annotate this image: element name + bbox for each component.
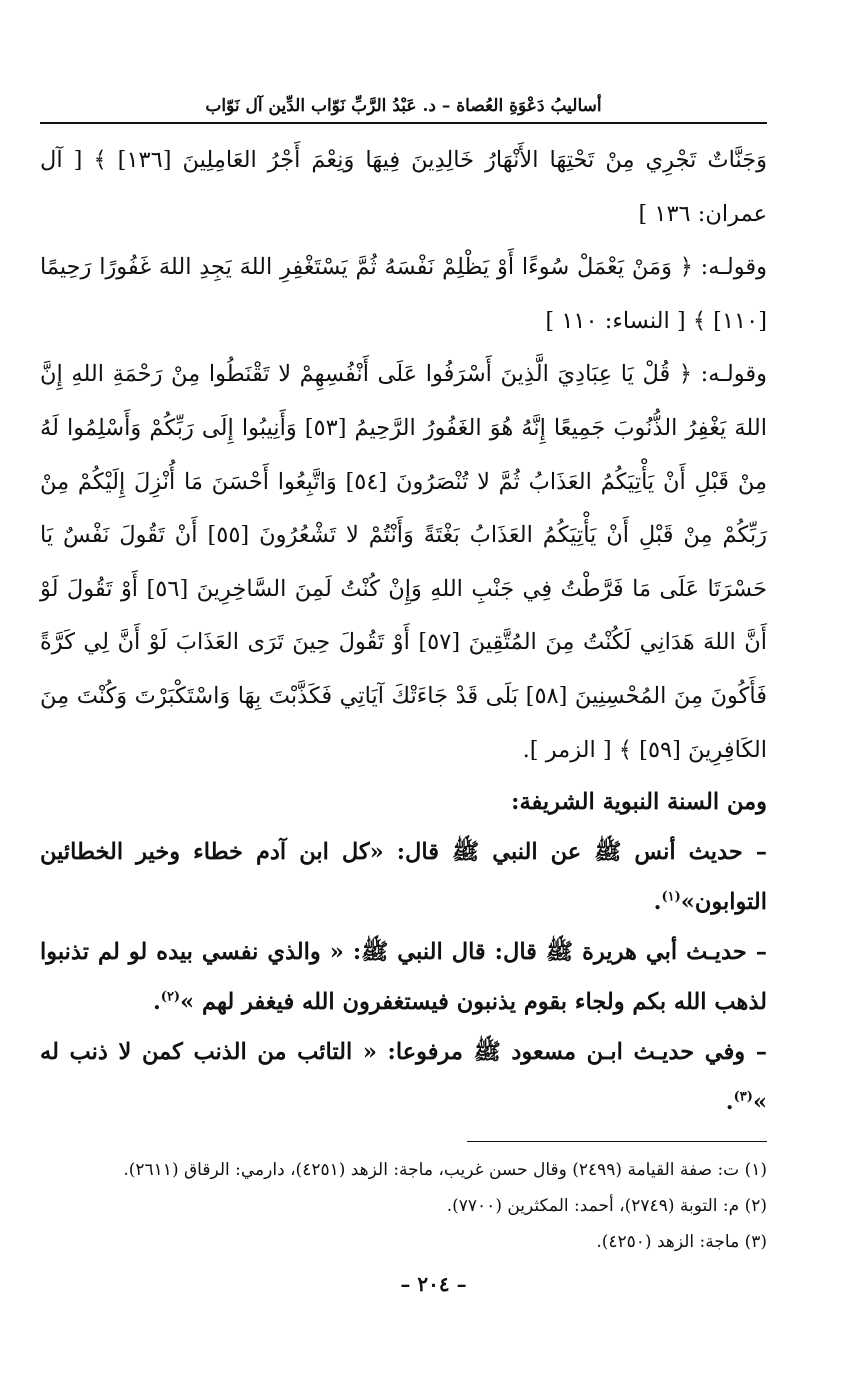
page (40, 96, 767, 1260)
footnote-2: (٢) م: التوبة (٢٧٤٩)، أحمد: المكثرين (٧٧٠٠). (446, 1196, 767, 1217)
quran-verse-al-imran: وَجَنَّاتٌ تَجْرِي مِنْ تَحْتِهَا الأَنْهَارُ خَالِدِينَ فِيهَا وَنِعْمَ أَجْرُ العَامِلِينَ [١٣٦] ﴾ [ آل عمران: ١٣٦ ] (40, 147, 767, 227)
hadith-ibn-masud (40, 1027, 767, 1127)
hadith-anas (40, 827, 767, 927)
footnote-ref-3: (٣) (733, 1089, 753, 1105)
quran-verse-az-zumar: وقولـه: ﴿ قُلْ يَا عِبَادِيَ الَّذِينَ أَسْرَفُوا عَلَى أَنْفُسِهِمْ لا تَقْنَطُوا مِنْ رَحْمَةِ اللهِ إِنَّ اللهَ يَغْفِرُ الذُّنُوبَ جَمِيعًا إِنَّهُ هُوَ الغَفُورُ الرَّحِيمُ [٥٣] وَأَنِيبُوا إِلَى رَبِّكُمْ وَأَسْلِمُوا لَهُ مِنْ قَبْلِ أَنْ يَأْتِيَكُمُ العَذَابُ ثُمَّ لا تُنْصَرُونَ [٥٤] وَاتَّبِعُوا أَحْسَنَ مَا أُنْزِلَ إِلَيْكُمْ مِنْ رَبِّكُمْ مِنْ قَبْلِ أَنْ يَأْتِيَكُمُ العَذَابُ بَغْتَةً وَأَنْتُمْ لا تَشْعُرُونَ [٥٥] أَنْ تَقُولَ نَفْسٌ يَا حَسْرَتَا عَلَى مَا فَرَّطْتُ فِي جَنْبِ اللهِ وَإِنْ كُنْتُ لَمِنَ السَّاخِرِينَ [٥٦] أَوْ تَقُولَ لَوْ أَنَّ اللهَ هَدَانِي لَكُنْتُ مِنَ المُتَّقِينَ [٥٧] أَوْ تَقُولَ حِينَ تَرَى العَذَابَ لَوْ أَنَّ لِي كَرَّةً فَأَكُونَ مِنَ المُحْسِنِينَ [٥٨] بَلَى قَدْ جَاءَتْكَ آيَاتِي فَكَذَّبْتَ بِهَا وَاسْتَكْبَرْتَ وَكُنْتَ مِنَ الكَافِرِينَ [٥٩] ﴾ [ الزمر ]. (40, 361, 768, 763)
footnote-ref-2: (٢) (160, 989, 181, 1005)
hadith-abu-hurayra-text: – حديـث أبي هريرة ﷺ قال: قال النبي ﷺ: « والذي نفسي بيده لو لم تذنبوا لذهب الله بكم ولجاء بقوم يذنبون فيستغفرون الله فيغفر لهم » (40, 939, 767, 1016)
footnote-ref-1: (١) (661, 889, 681, 905)
footnote-3: (٣) ماجة: الزهد (٤٢٥٠). (596, 1232, 767, 1253)
hadith-abu-hurayra-end: . (152, 989, 161, 1016)
footnote-divider (467, 1141, 767, 1142)
quran-verse-an-nisa: وقولـه: ﴿ وَمَنْ يَعْمَلْ سُوءًا أَوْ يَظْلِمْ نَفْسَهُ ثُمَّ يَسْتَغْفِرِ اللهَ يَجِدِ اللهَ غَفُورًا رَحِيمًا [١١٠] ﴾ [ النساء: ١١٠ ] (40, 254, 767, 334)
hadith-abu-hurayra (40, 927, 767, 1027)
section-heading-sunnah: ومن السنة النبوية الشريفة: (511, 789, 767, 816)
hadith-ibn-masud-text: – وفي حديـث ابـن مسعود ﷺ مرفوعا: « التائب من الذنب كمن لا ذنب له » (40, 1039, 767, 1116)
page-number: – ٢٠٤ – (400, 1272, 467, 1296)
hadith-ibn-masud-end: . (725, 1089, 734, 1116)
footnote-1: (١) ت: صفة القيامة (٢٤٩٩) وقال حسن غريب، ماجة: الزهد (٤٢٥١)، دارمي: الرقاق (٢٦١١). (123, 1160, 767, 1181)
running-header: أساليبُ دَعْوَةِ العُصاة – د. عَبْدُ الرَّبِّ نَوّاب الدِّين آل نَوّاب (40, 96, 767, 124)
hadith-anas-text: – حديث أنس ﷺ عن النبي ﷺ قال: «كل ابن آدم خطاء وخير الخطائين التوابون» (40, 839, 767, 916)
hadith-anas-end: . (653, 889, 662, 916)
